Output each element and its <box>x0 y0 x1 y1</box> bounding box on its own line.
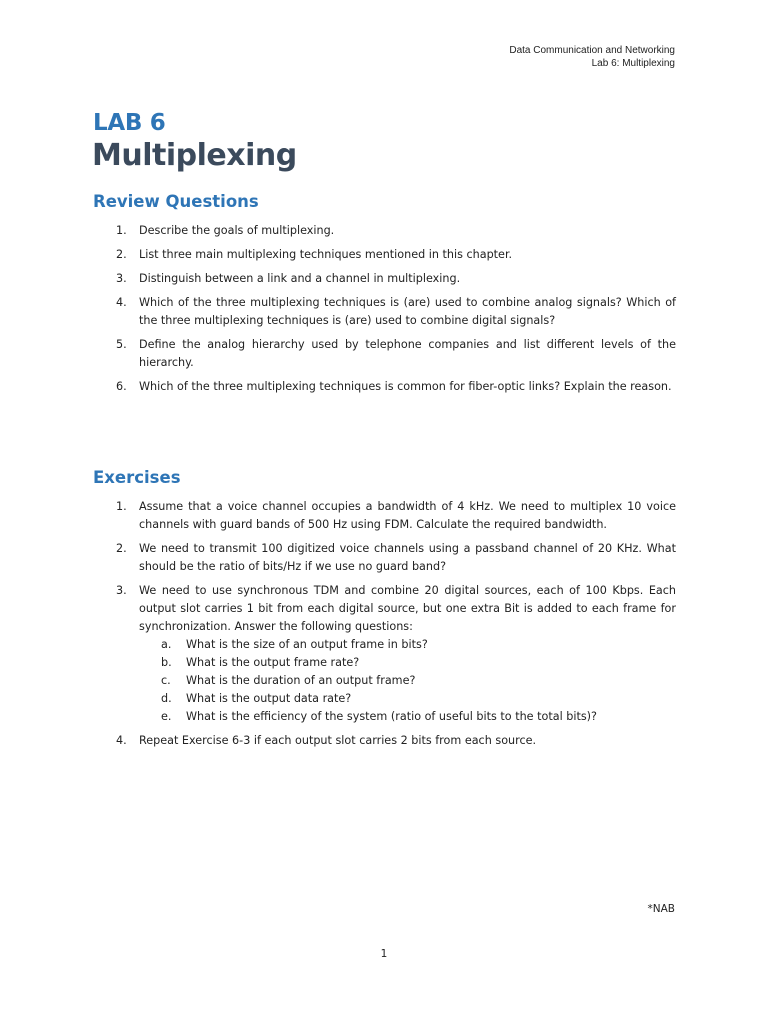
item-number: 6. <box>116 380 127 393</box>
item-number: 3. <box>116 584 127 597</box>
sub-item-letter: b. <box>161 656 172 669</box>
item-number: 5. <box>116 338 127 351</box>
item-number: 3. <box>116 272 127 285</box>
list-item <box>93 582 676 726</box>
sub-item-letter: a. <box>161 638 172 651</box>
sub-item-letter: c. <box>161 674 171 687</box>
review-questions-heading: Review Questions <box>93 192 259 211</box>
sub-list-item <box>139 708 676 726</box>
sub-item-text: What is the efficiency of the system (ratio of useful bits to the total bits)? <box>186 710 597 723</box>
item-text: Which of the three multiplexing techniques is (are) used to combine analog signals? Which of the three multiplexing techniques is (are) used to combine digital signals? <box>139 296 676 327</box>
list-item <box>93 498 676 534</box>
sub-list-item <box>139 636 676 654</box>
sub-item-text: What is the output frame rate? <box>186 656 360 669</box>
list-item <box>93 336 676 372</box>
page-number: 1 <box>380 948 388 960</box>
sub-item-text: What is the duration of an output frame? <box>186 674 416 687</box>
author-signature: *NAB <box>647 903 675 915</box>
list-item <box>93 732 676 750</box>
header-lab-title: Lab 6: Multiplexing <box>591 58 675 69</box>
item-number: 4. <box>116 296 127 309</box>
item-number: 4. <box>116 734 127 747</box>
sub-item-letter: d. <box>161 692 172 705</box>
item-number: 2. <box>116 542 127 555</box>
sub-item-text: What is the output data rate? <box>186 692 352 705</box>
sub-item-letter: e. <box>161 710 172 723</box>
sub-question-list <box>139 636 676 726</box>
header-course-title: Data Communication and Networking <box>509 45 675 56</box>
item-text: Repeat Exercise 6-3 if each output slot carries 2 bits from each source. <box>139 734 537 747</box>
sub-list-item <box>139 690 676 708</box>
sub-list-item <box>139 672 676 690</box>
item-text: We need to use synchronous TDM and combine 20 digital sources, each of 100 Kbps. Each output slot carries 1 bit from each digital source, but one extra Bit is added to each frame for synchronization. Answer the following questions: <box>139 584 676 633</box>
item-text: Which of the three multiplexing techniques is common for fiber-optic links? Explain the reason. <box>139 380 672 393</box>
lab-number: LAB 6 <box>93 110 166 136</box>
sub-list-item <box>139 654 676 672</box>
item-number: 1. <box>116 500 127 513</box>
item-text: Define the analog hierarchy used by telephone companies and list different levels of the hierarchy. <box>139 338 676 369</box>
list-item <box>93 222 676 240</box>
item-text: List three main multiplexing techniques mentioned in this chapter. <box>139 248 513 261</box>
review-questions-list <box>93 222 676 402</box>
running-header <box>509 44 675 70</box>
item-number: 2. <box>116 248 127 261</box>
exercises-list <box>93 498 676 756</box>
list-item <box>93 294 676 330</box>
list-item <box>93 246 676 264</box>
list-item <box>93 270 676 288</box>
list-item <box>93 378 676 396</box>
item-text: Describe the goals of multiplexing. <box>139 224 335 237</box>
sub-item-text: What is the size of an output frame in bits? <box>186 638 428 651</box>
item-text: Distinguish between a link and a channel in multiplexing. <box>139 272 461 285</box>
item-text: Assume that a voice channel occupies a bandwidth of 4 kHz. We need to multiplex 10 voice channels with guard bands of 500 Hz using FDM. Calculate the required bandwidth. <box>139 500 676 531</box>
exercises-heading: Exercises <box>93 468 181 487</box>
item-number: 1. <box>116 224 127 237</box>
list-item <box>93 540 676 576</box>
item-text: We need to transmit 100 digitized voice channels using a passband channel of 20 KHz. What should be the ratio of bits/Hz if we use no guard band? <box>139 542 676 573</box>
page-title: Multiplexing <box>92 138 297 173</box>
